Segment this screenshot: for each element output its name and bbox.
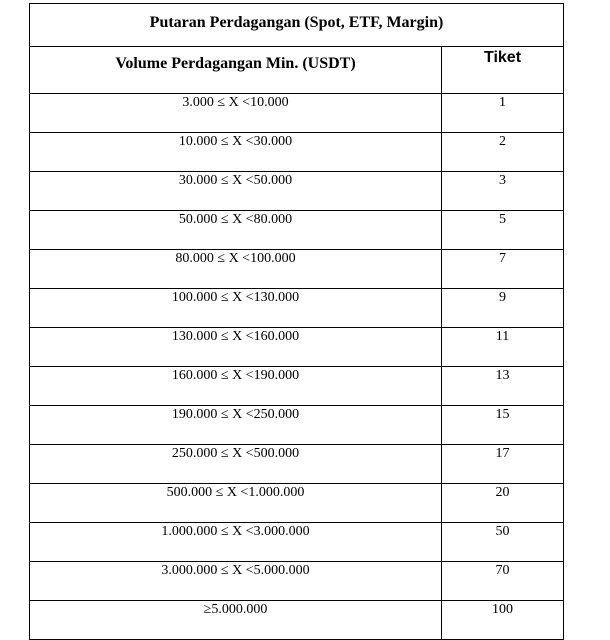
volume-cell: ≥5.000.000 [30,601,442,640]
table-row [30,94,564,133]
table-row [30,523,564,562]
tickets-cell: 1 [442,94,564,133]
volume-cell: 80.000 ≤ X <100.000 [30,250,442,289]
volume-cell: 30.000 ≤ X <50.000 [30,172,442,211]
volume-cell: 500.000 ≤ X <1.000.000 [30,484,442,523]
table-row [30,211,564,250]
tickets-cell: 13 [442,367,564,406]
tickets-cell: 50 [442,523,564,562]
tickets-cell: 70 [442,562,564,601]
column-header-tickets: Tiket [442,47,564,94]
column-header-volume: Volume Perdagangan Min. (USDT) [30,47,442,94]
tickets-cell: 11 [442,328,564,367]
table-row [30,367,564,406]
volume-cell: 3.000.000 ≤ X <5.000.000 [30,562,442,601]
table-row [30,172,564,211]
table-title: Putaran Perdagangan (Spot, ETF, Margin) [30,4,564,47]
tickets-cell: 15 [442,406,564,445]
table-row [30,289,564,328]
table-body [30,4,564,640]
table-row [30,133,564,172]
tickets-cell: 5 [442,211,564,250]
tickets-cell: 20 [442,484,564,523]
volume-cell: 50.000 ≤ X <80.000 [30,211,442,250]
table-row [30,445,564,484]
tickets-cell: 3 [442,172,564,211]
volume-cell: 160.000 ≤ X <190.000 [30,367,442,406]
volume-cell: 3.000 ≤ X <10.000 [30,94,442,133]
tickets-cell: 17 [442,445,564,484]
volume-cell: 250.000 ≤ X <500.000 [30,445,442,484]
tickets-cell: 100 [442,601,564,640]
volume-cell: 100.000 ≤ X <130.000 [30,289,442,328]
volume-cell: 130.000 ≤ X <160.000 [30,328,442,367]
table-row [30,562,564,601]
table-row [30,328,564,367]
tickets-cell: 9 [442,289,564,328]
volume-cell: 1.000.000 ≤ X <3.000.000 [30,523,442,562]
volume-cell: 190.000 ≤ X <250.000 [30,406,442,445]
tickets-cell: 2 [442,133,564,172]
header-row [30,47,564,94]
table-row [30,250,564,289]
tickets-cell: 7 [442,250,564,289]
table-row [30,406,564,445]
table-row [30,601,564,640]
table-row [30,484,564,523]
title-row [30,4,564,47]
trading-volume-ticket-table [29,3,564,640]
volume-cell: 10.000 ≤ X <30.000 [30,133,442,172]
